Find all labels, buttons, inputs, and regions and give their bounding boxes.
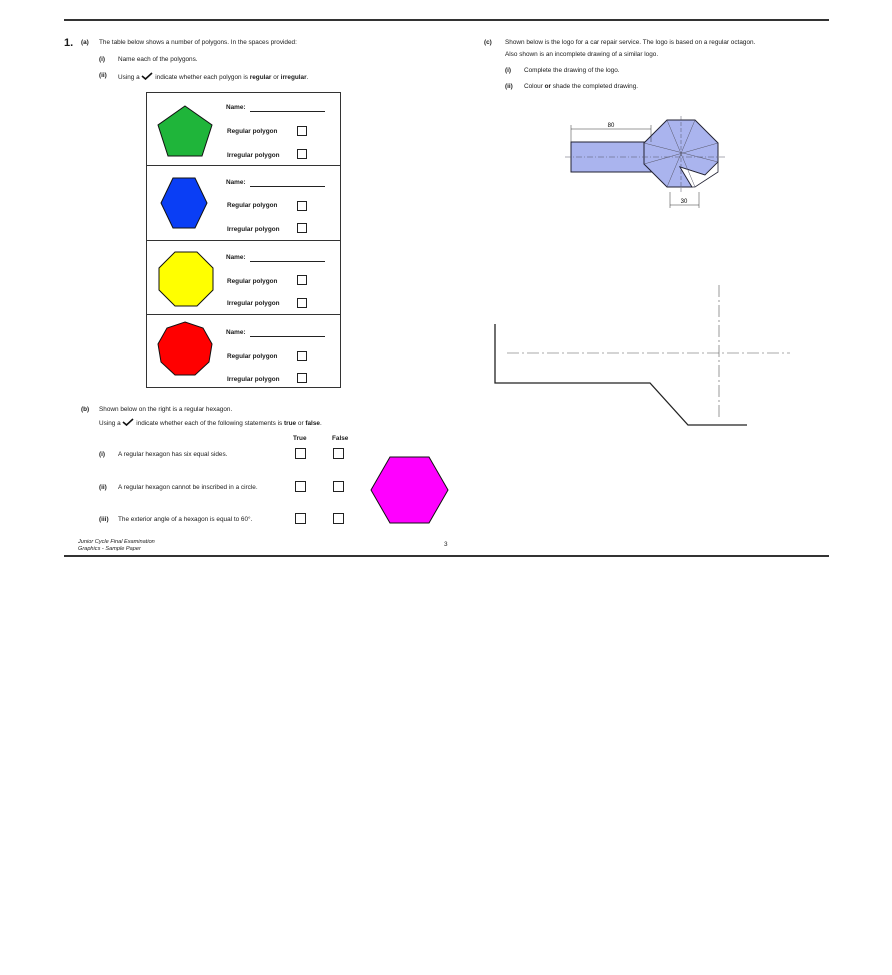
bottom-rule <box>64 555 829 557</box>
part-c-sub-ii-label: (ii) <box>505 83 513 90</box>
statement-text: A regular hexagon cannot be inscribed in a circle. <box>118 484 258 491</box>
part-c-sub-i-label: (i) <box>505 67 512 74</box>
tick-icon <box>141 72 153 80</box>
col-false-header: False <box>332 435 349 442</box>
row1-regular-label: Regular polygon <box>227 128 278 135</box>
tick-icon <box>122 418 134 426</box>
statement-label: (i) <box>99 451 106 458</box>
row4-regular-label: Regular polygon <box>227 353 278 360</box>
blue-hexagon <box>158 176 210 230</box>
part-c-sub-i-text: Complete the drawing of the logo. <box>524 67 620 74</box>
page-number: 3 <box>444 541 448 548</box>
statement3-false-checkbox[interactable] <box>333 513 344 524</box>
row4-irregular-label: Irregular polygon <box>227 376 280 383</box>
part-c-sub-ii-text: Colour or shade the completed drawing. <box>524 83 639 90</box>
statement-label: (ii) <box>99 484 107 491</box>
row4-irregular-checkbox[interactable] <box>297 373 307 383</box>
row3-irregular-label: Irregular polygon <box>227 300 280 307</box>
part-b-intro2: Using a indicate whether each of the following statements is true or false. <box>99 420 322 427</box>
footer-paper-title: Graphics - Sample Paper <box>78 546 141 552</box>
col-true-header: True <box>293 435 307 442</box>
part-a-sub-i-text: Name each of the polygons. <box>118 56 198 63</box>
statement2-true-checkbox[interactable] <box>295 481 306 492</box>
row2-regular-label: Regular polygon <box>227 202 278 209</box>
statement1-false-checkbox[interactable] <box>333 448 344 459</box>
row4-regular-checkbox[interactable] <box>297 351 307 361</box>
footer-exam-title: Junior Cycle Final Examination <box>78 539 155 545</box>
repair-logo <box>560 112 735 212</box>
row1-regular-checkbox[interactable] <box>297 126 307 136</box>
row1-name-field[interactable] <box>250 111 325 112</box>
dim-30-label: 30 <box>680 199 688 205</box>
row3-regular-label: Regular polygon <box>227 278 278 285</box>
part-a-sub-ii-text: Using a indicate whether each polygon is regular or irregular. <box>118 74 309 81</box>
statement3-true-checkbox[interactable] <box>295 513 306 524</box>
row1-irregular-checkbox[interactable] <box>297 149 307 159</box>
row2-irregular-checkbox[interactable] <box>297 223 307 233</box>
row2-irregular-label: Irregular polygon <box>227 226 280 233</box>
part-a-sub-ii-label: (ii) <box>99 72 107 79</box>
row4-name-field[interactable] <box>250 336 325 337</box>
statement1-true-checkbox[interactable] <box>295 448 306 459</box>
part-a-label: (a) <box>81 39 89 46</box>
part-c-intro2: Also shown is an incomplete drawing of a similar logo. <box>505 51 659 58</box>
row1-irregular-label: Irregular polygon <box>227 152 280 159</box>
red-nonagon <box>155 320 215 380</box>
statement2-false-checkbox[interactable] <box>333 481 344 492</box>
row2-regular-checkbox[interactable] <box>297 201 307 211</box>
statement-text: The exterior angle of a hexagon is equal to 60°. <box>118 516 253 523</box>
row3-irregular-checkbox[interactable] <box>297 298 307 308</box>
part-c-intro1: Shown below is the logo for a car repair service. The logo is based on a regular octagon. <box>505 39 756 46</box>
yellow-octagon <box>157 250 215 308</box>
row4-name-label: Name: <box>226 329 246 336</box>
incomplete-logo-drawing <box>485 280 795 430</box>
part-a-sub-i-label: (i) <box>99 56 106 63</box>
statement-text: A regular hexagon has six equal sides. <box>118 451 228 458</box>
row2-name-field[interactable] <box>250 186 325 187</box>
top-rule <box>64 19 829 21</box>
row3-name-label: Name: <box>226 254 246 261</box>
green-pentagon <box>155 104 215 159</box>
row1-name-label: Name: <box>226 104 246 111</box>
row3-name-field[interactable] <box>250 261 325 262</box>
part-b-label: (b) <box>81 406 90 413</box>
row3-regular-checkbox[interactable] <box>297 275 307 285</box>
part-b-intro1: Shown below on the right is a regular hexagon. <box>99 406 233 413</box>
statement-label: (iii) <box>99 516 109 523</box>
part-a-intro: The table below shows a number of polygons. In the spaces provided: <box>99 39 297 46</box>
row2-name-label: Name: <box>226 179 246 186</box>
dim-80-label: 80 <box>607 123 615 129</box>
part-c-label: (c) <box>484 39 492 46</box>
magenta-hexagon <box>370 455 450 525</box>
question-number: 1. <box>64 37 74 49</box>
